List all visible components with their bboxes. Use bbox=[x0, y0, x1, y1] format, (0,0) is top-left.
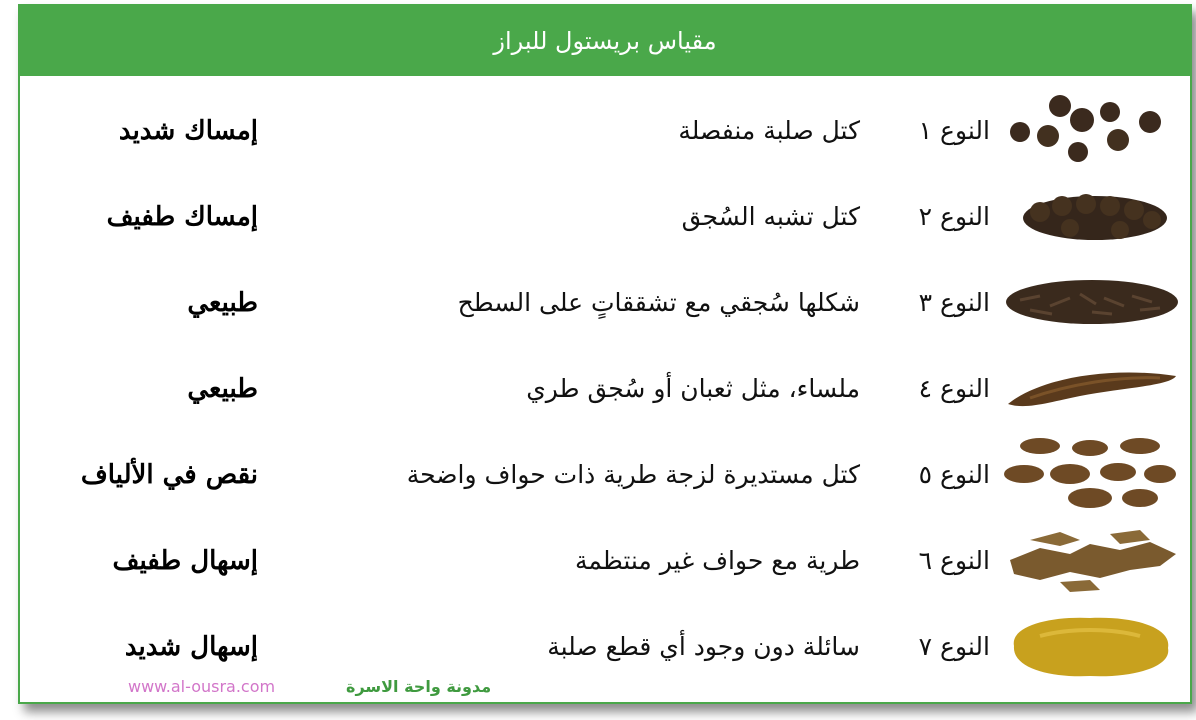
type-label: النوع ٥ bbox=[918, 460, 990, 489]
scale-row-5 bbox=[20, 434, 1190, 520]
type-label: النوع ٢ bbox=[918, 202, 990, 231]
liquid-puddle-icon bbox=[1000, 606, 1180, 684]
scale-row-4 bbox=[20, 348, 1190, 434]
type-description: ملساء، مثل ثعبان أو سُجق طري bbox=[526, 374, 860, 403]
type-label: النوع ١ bbox=[918, 116, 990, 145]
header-title: مقياس بريستول للبراز bbox=[20, 6, 1190, 76]
scale-row-1 bbox=[20, 90, 1190, 176]
footer-blog-name: مدونة واحة الاسرة bbox=[346, 677, 492, 696]
type-label: النوع ٧ bbox=[918, 632, 990, 661]
type-meaning: طبيعي bbox=[187, 288, 258, 318]
separate-hard-lumps-icon bbox=[1000, 90, 1180, 168]
type-description: كتل تشبه السُجق bbox=[681, 202, 860, 231]
type-label: النوع ٦ bbox=[918, 546, 990, 575]
type-description: كتل صلبة منفصلة bbox=[678, 116, 860, 145]
type-meaning: إسهال شديد bbox=[124, 632, 258, 662]
type-description: سائلة دون وجود أي قطع صلبة bbox=[547, 632, 860, 661]
type-description: شكلها سُجقي مع تشققاتٍ على السطح bbox=[457, 288, 860, 317]
cracked-sausage-icon bbox=[1000, 262, 1180, 340]
type-meaning: إمساك شديد bbox=[118, 116, 258, 146]
footer-website: www.al-ousra.com bbox=[128, 677, 276, 696]
mushy-pieces-icon bbox=[1000, 520, 1180, 598]
type-meaning: إسهال طفيف bbox=[112, 546, 258, 576]
soft-blobs-icon bbox=[1000, 434, 1180, 512]
scale-row-3 bbox=[20, 262, 1190, 348]
smooth-snake-icon bbox=[1000, 348, 1180, 426]
type-description: كتل مستديرة لزجة طرية ذات حواف واضحة bbox=[406, 460, 860, 489]
scale-row-6 bbox=[20, 520, 1190, 606]
type-meaning: طبيعي bbox=[187, 374, 258, 404]
scale-rows bbox=[20, 90, 1190, 692]
type-description: طرية مع حواف غير منتظمة bbox=[574, 546, 860, 575]
type-meaning: إمساك طفيف bbox=[106, 202, 258, 232]
type-label: النوع ٤ bbox=[918, 374, 990, 403]
bristol-scale-card bbox=[18, 4, 1192, 704]
lumpy-sausage-icon bbox=[1000, 176, 1180, 254]
scale-row-2 bbox=[20, 176, 1190, 262]
type-meaning: نقص في الألياف bbox=[80, 460, 258, 490]
type-label: النوع ٣ bbox=[918, 288, 990, 317]
